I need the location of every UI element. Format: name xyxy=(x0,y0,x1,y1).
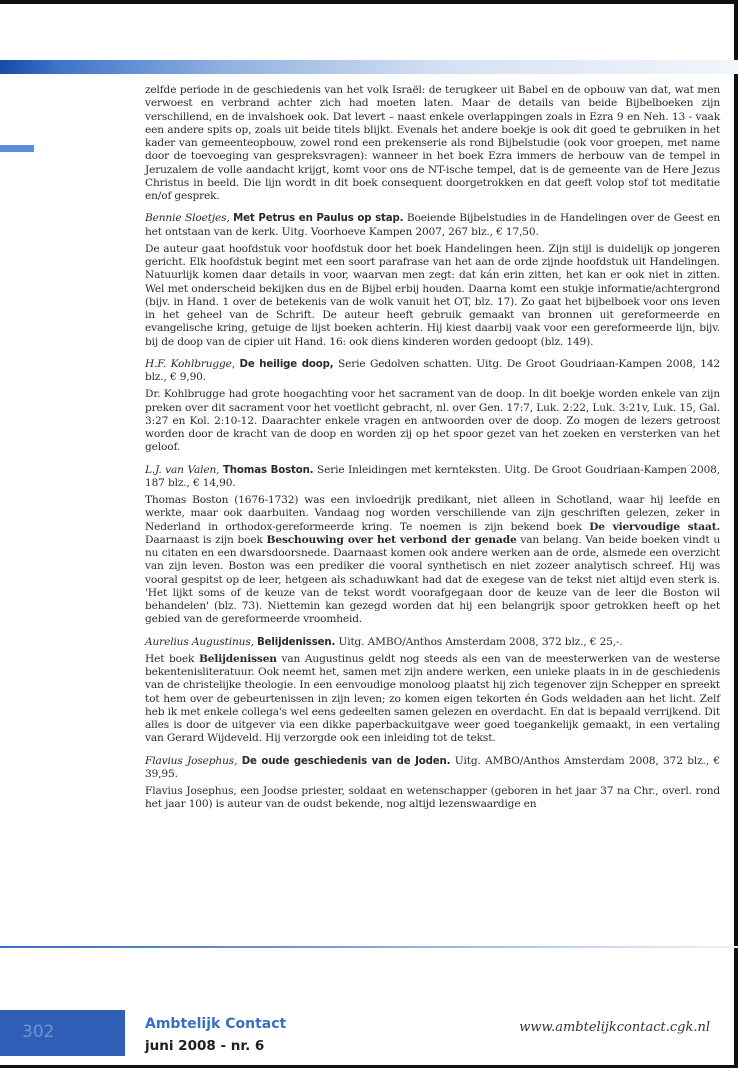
review-title: Thomas Boston. xyxy=(223,464,314,476)
body-text: van Augustinus geldt nog steeds als een van de meesterwerken van de westerse bekentenisliteratuur. Ook neemt het, samen met zijn andere werken, een unieke plaats in in de geschiedenis van de christelijke theologie. In een eenvoudige monoloog plaatst hij zich tegenover zijn Schepper en spreekt tot hem over de gebeurtenissen in zijn leven; zo komen eigen tekorten én Gods weldaden aan het licht. Zelf heb ik met enkele collega's wel eens gedeelten samen gelezen en overdacht. En dat is bepaald verrijkend. Dit alles is door de uitgever via een dikke paperbackuitgave weer goed toegankelijk gemaakt, in een vertaling van Gerard Wijdeveld. Hij verzorgde ook een inleiding tot de tekst. xyxy=(145,652,721,745)
review-details: Boeiende Bijbelstudies in de Handelingen over de Geest en het ontstaan van de kerk. Uitg. Voorhoeve Kampen 2007, 267 blz., € 17,50. xyxy=(145,212,721,238)
website-url: www.ambtelijkcontact.cgk.nl xyxy=(519,1020,710,1035)
review-details: Serie Gedolven schatten. Uitg. De Groot Goudriaan-Kampen 2008, 142 blz., € 9,90. xyxy=(145,357,721,383)
review-heading-josephus xyxy=(145,755,720,782)
review-title: Met Petrus en Paulus op stap. xyxy=(233,213,404,225)
article-body xyxy=(145,84,720,821)
page-number: 302 xyxy=(22,1022,55,1042)
issue-label: juni 2008 - nr. 6 xyxy=(145,1038,265,1054)
body-text: Het boek xyxy=(145,652,199,665)
review-title: De oude geschiedenis van de Joden. xyxy=(241,755,451,767)
review-details: Uitg. AMBO/Anthos Amsterdam 2008, 372 blz., € 25,-. xyxy=(338,635,623,648)
cited-title: Beschouwing over het verbond der genade xyxy=(266,533,517,546)
body-text: Thomas Boston (1676-1732) was een invloedrijk predikant, niet alleen in Schotland, waar hij leefde en werkte, maar ook daarbuiten. Vandaag nog worden verschillende van zijn geschriften gelezen, zeker in Nederland in orthodox-gereformeerde kring. Te noemen is zijn bekend boek xyxy=(145,494,720,533)
cited-title: De viervoudige staat. xyxy=(589,520,720,533)
cited-title: Belijdenissen xyxy=(198,652,277,665)
body-text: Daarnaast is zijn boek xyxy=(145,533,267,546)
page-border-right xyxy=(734,0,738,1068)
body-text: van belang. Van beide boeken vindt u nu citaten en een dwarsdoorsnede. Daarnaast komen ook andere werken aan de orde, alsmede een overzicht van zijn leven. Boston was een prediker die vooral synthetisch en niet zozeer analytisch schreef. Hij was vooral gespitst op de leer, hetgeen als schaduwkant had dat de exegese van de tekst niet altijd even sterk is. 'Het lijkt soms of de keuze van de tekst wordt voorafgegaan door de keuze van de leer die Boston wil behandelen' (blz. 73). Niettemin kan gezegd worden dat hij een belangrijk spoor getrokken heeft op het gebied van de gereformeerde vroomheid. xyxy=(145,533,720,626)
magazine-title: Ambtelijk Contact xyxy=(145,1016,287,1032)
review-heading-kohlbrugge xyxy=(145,358,720,385)
footer-divider xyxy=(0,946,738,948)
review-heading-augustinus xyxy=(145,636,720,649)
review-author: L.J. van Valen, xyxy=(145,463,220,476)
review-heading-sloetjes xyxy=(145,212,720,239)
review-body-sloetjes: De auteur gaat hoofdstuk voor hoofdstuk door het boek Handelingen heen. Zijn stijl is duidelijk op jongeren gericht. Elk hoofdstuk begint met een soort parafrase van het aan de orde zijnde hoofdstuk uit Handelingen. Natuurlijk komen daar details in voor, waarvan men zegt: dat kán erin zitten, het kan er ook niet in zitten. Wel met onderscheid bekijken dus en de Bijbel erbij houden. Daarna komt een stukje informatie/achtergrond (bijv. in Hand. 1 over de betekenis van de wolk vanuit het OT, blz. 17). Zo gaat het bijbelboek voor ons leven in het geheel van de Schrift. De auteur heeft gebruik gemaakt van bronnen uit gereformeerde en evangelische kring, getuige de lijst boeken achterin. Hij kiest daarbij vaak voor een gereformeerde lijn, bijv. bij de doop van de cipier uit Hand. 16: ook diens kinderen worden gedoopt (blz. 149). xyxy=(145,242,720,348)
review-author: Aurelius Augustinus, xyxy=(145,635,254,648)
intro-paragraph: zelfde periode in de geschiedenis van het volk Israël: de terugkeer uit Babel en de opbouw van dat, wat men verwoest en verbrand achter zich had moeten laten. Maar de details van beide Bijbelboeken zijn verschillend, en de invalshoek ook. Dat levert – naast enkele overlappingen zoals in Ezra 9 en Neh. 13 - vaak een andere spits op, zoals uit beide titels blijkt. Evenals het andere boekje is ook dit goed te gebruiken in het kader van gemeenteopbouw, zowel rond een prekenserie als rond Bijbelstudie (ook voor groepen, met name door de toevoeging van gespreksvragen): wanneer in het boek Ezra immers de herbouw van de tempel in Jeruzalem de volle aandacht krijgt, komt voor ons de NT-ische tempel, dat is de gemeente van de Here Jezus Christus in beeld. Die lijn wordt in dit boek consequent doorgetrokken en dat geeft volop stof tot meditatie en/of gesprek. xyxy=(145,84,720,202)
review-body-augustinus xyxy=(145,653,720,746)
margin-marker xyxy=(0,145,34,152)
review-details: Uitg. AMBO/Anthos Amsterdam 2008, 372 blz., € 39,95. xyxy=(145,754,720,780)
review-author: Flavius Josephus, xyxy=(145,754,238,767)
page-number-block xyxy=(0,1010,125,1056)
review-body-josephus: Flavius Josephus, een Joodse priester, soldaat en wetenschapper (geboren in het jaar 37 na Chr., overl. rond het jaar 100) is auteur van de oudst bekende, nog altijd lezenswaardige en xyxy=(145,785,720,811)
review-body-kohlbrugge: Dr. Kohlbrugge had grote hoogachting voor het sacrament van de doop. In dit boekje worden enkele van zijn preken over dit sacrament voor het voetlicht gebracht, nl. over Gen. 17:7, Luk. 2:22, Luk. 3:21v, Luk. 15, Gal. 3:27 en Kol. 2:10-12. Daarachter enkele vragen en antwoorden over de doop. Zo mogen de lezers getroost worden door de kracht van de doop en worden zij op het spoor gezet van het zoeken en versterken van het geloof. xyxy=(145,388,720,454)
review-author: Bennie Sloetjes, xyxy=(145,212,230,225)
review-title: De heilige doop, xyxy=(239,358,334,370)
page-border-top xyxy=(0,0,738,4)
review-body-van-valen xyxy=(145,494,720,627)
header-color-band xyxy=(0,60,738,74)
review-author: H.F. Kohlbrugge, xyxy=(145,357,236,370)
review-heading-van-valen xyxy=(145,464,720,491)
review-title: Belijdenissen. xyxy=(257,636,336,648)
review-details: Serie Inleidingen met kernteksten. Uitg. De Groot Goudriaan-Kampen 2008, 187 blz., € 14,90. xyxy=(145,463,720,489)
